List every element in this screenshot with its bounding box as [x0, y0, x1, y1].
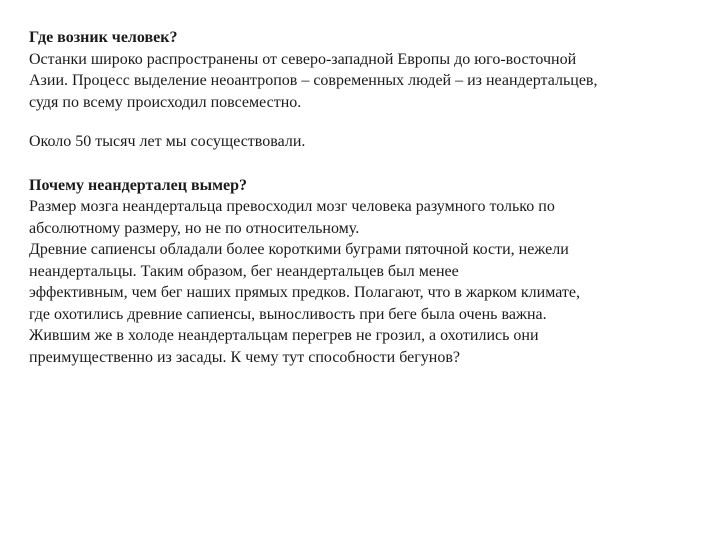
extinction-line-6: где охотились древние сапиенсы, выносливость при беге была очень важна. [29, 305, 547, 323]
extinction-line-5: эффективным, чем бег наших прямых предков. Полагают, что в жарком климате, [29, 284, 581, 301]
extinction-line-8: преимущественно из засады. К чему тут способности бегунов? [29, 348, 460, 366]
heading-origin: Где возник человек? [29, 29, 178, 46]
paragraph-gap [29, 113, 679, 131]
extinction-line-2: абсолютному размеру, но не по относительному. [29, 219, 360, 237]
origin-line-2: Азии. Процесс выделение неоантропов – современных людей – из неандертальцев, [29, 72, 598, 89]
heading-extinction: Почему неандерталец вымер? [29, 176, 247, 194]
extinction-line-1: Размер мозга неандертальца превосходил мозг человека разумного только по [29, 198, 555, 215]
extinction-line-7: Жившим же в холоде неандертальцам перегрев не грозил, а охотились они [29, 327, 539, 344]
origin-line-1: Останки широко распространены от северо-западной Европы до юго-восточной [29, 50, 577, 68]
extinction-line-4: неандертальцы. Таким образом, бег неандертальцев был менее [29, 262, 459, 280]
slide-text-block [29, 27, 679, 368]
origin-line-3: судя по всему происходил повсеместно. [29, 93, 302, 111]
extinction-line-3: Древние сапиенсы обладали более короткими буграми пяточной кости, нежели [29, 241, 569, 258]
paragraph-gap [29, 153, 679, 175]
coexistence-text: Около 50 тысяч лет мы сосуществовали. [29, 133, 306, 150]
